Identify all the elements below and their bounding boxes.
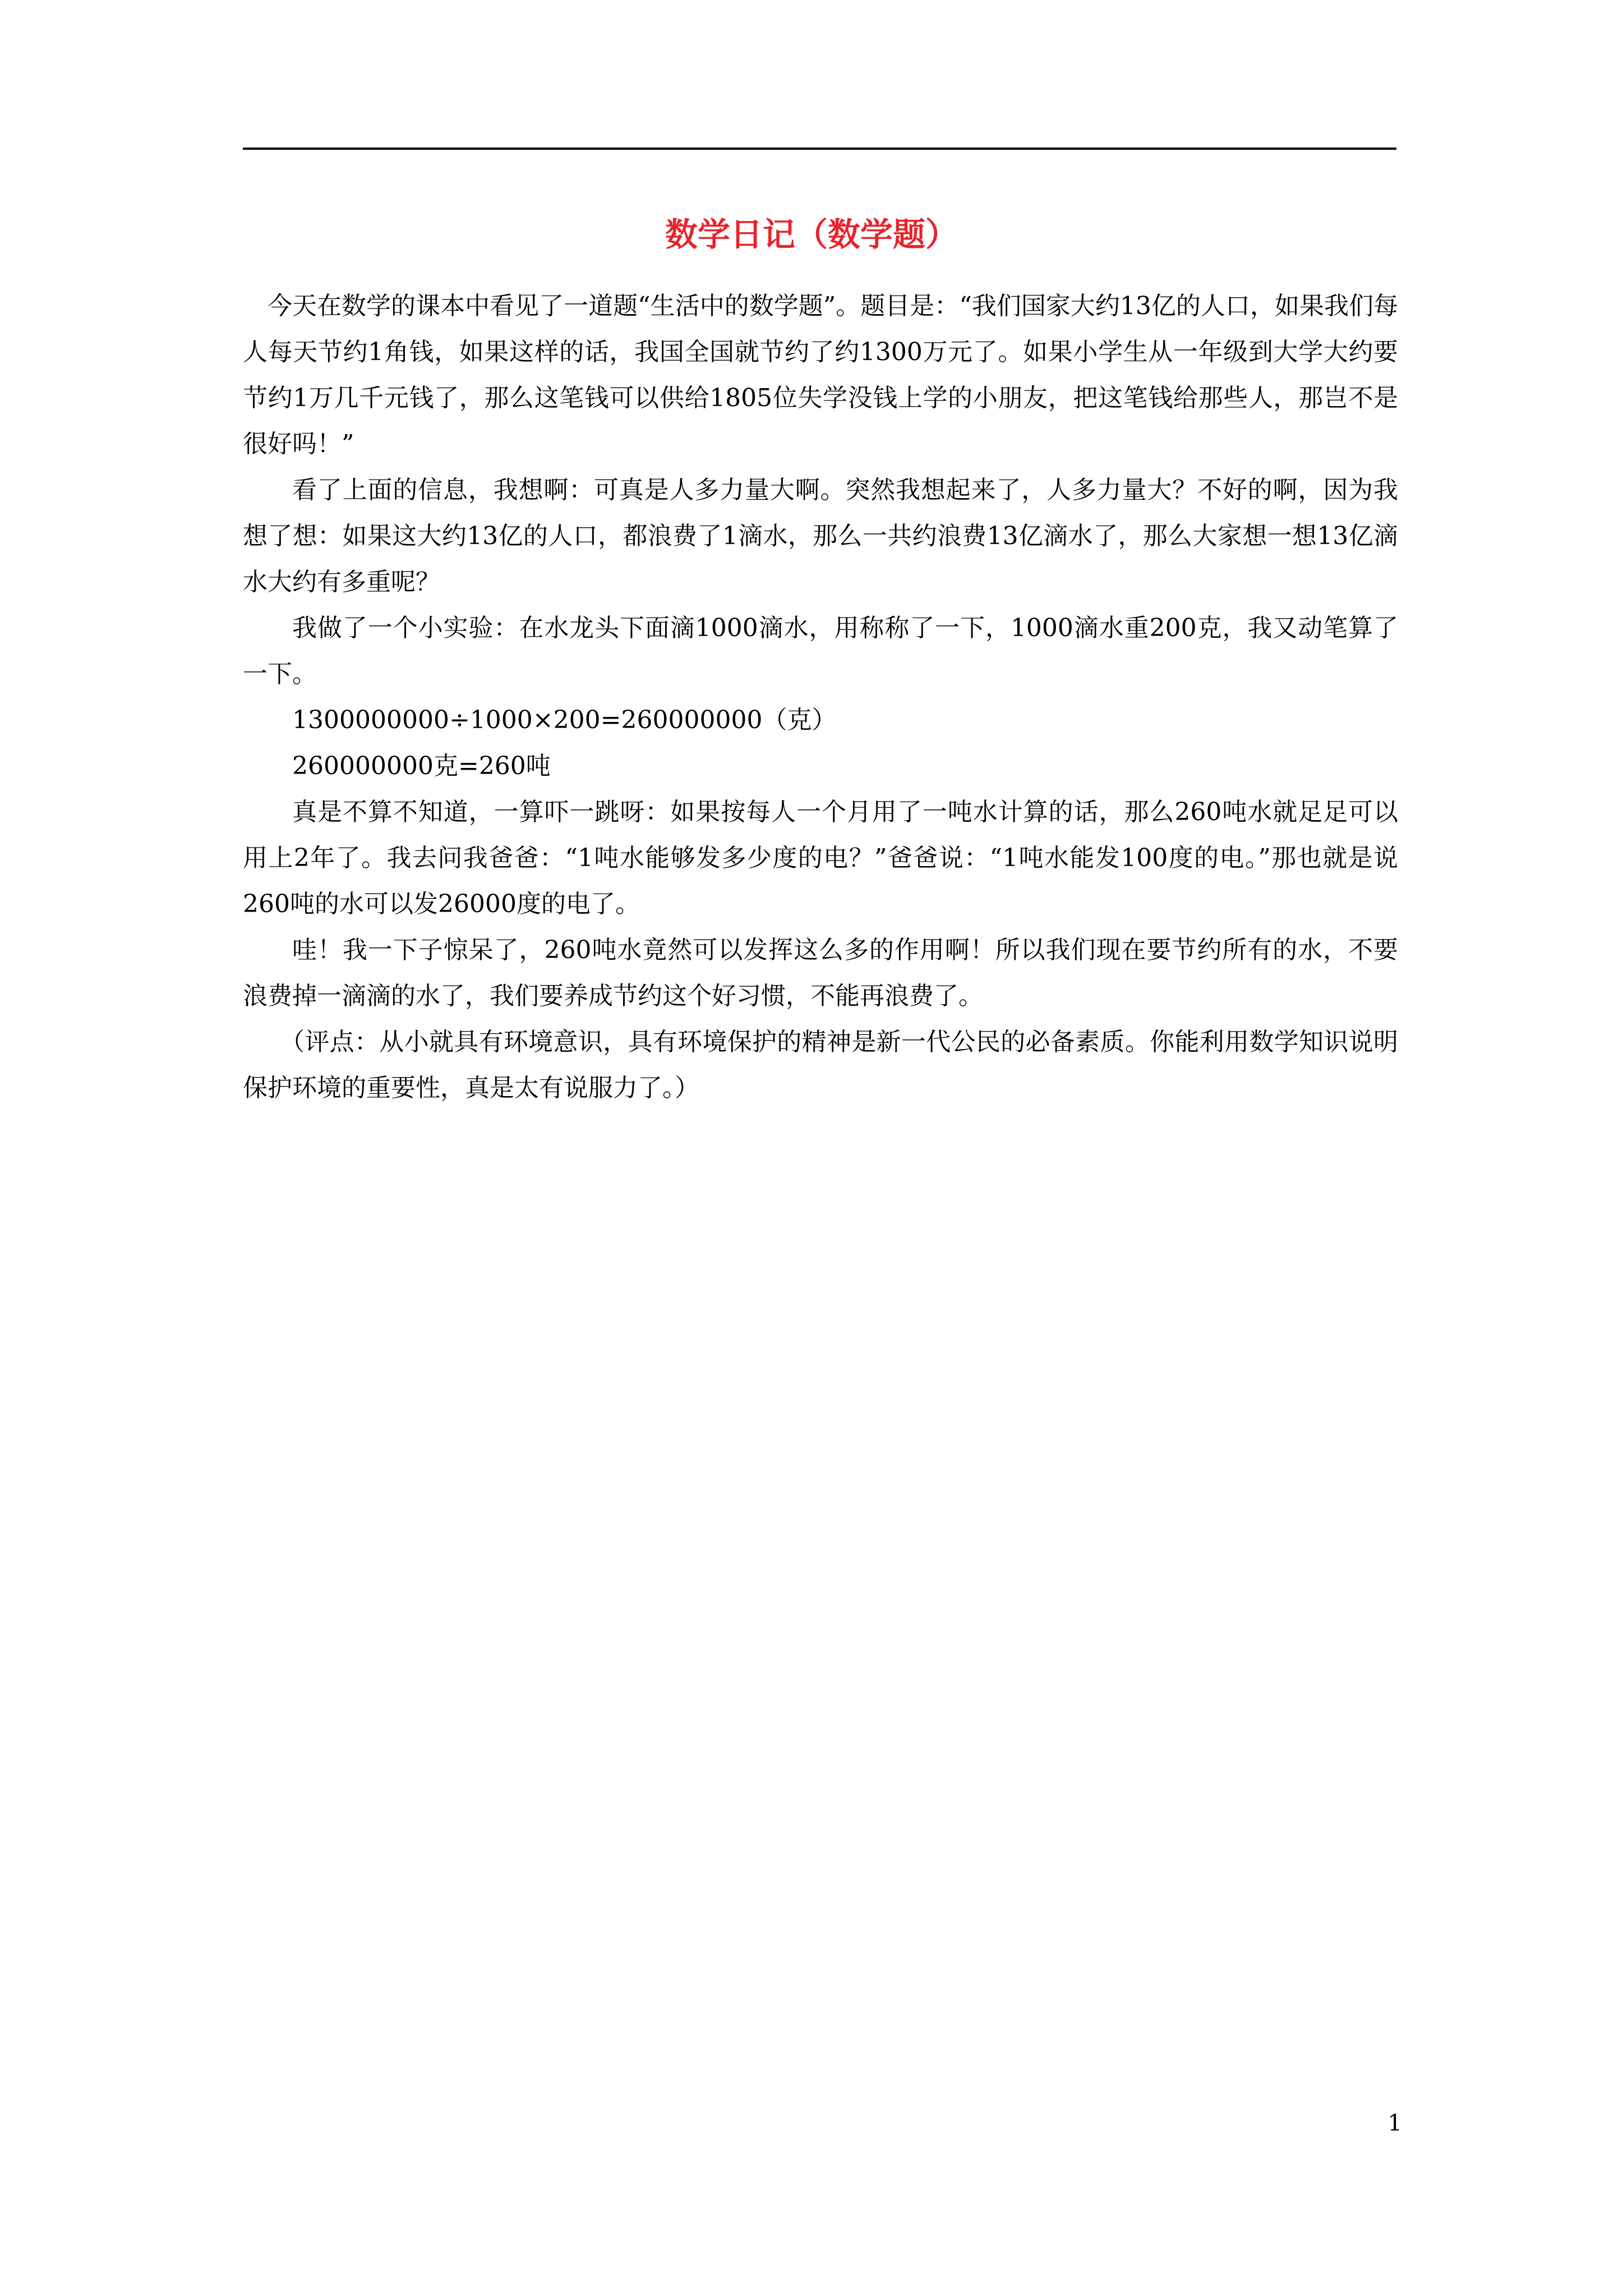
page-number: 1 (1387, 2110, 1402, 2136)
conversion-line: 260000000克=260吨 (292, 752, 551, 780)
paragraph-result: 真是不算不知道，一算吓一跳呀：如果按每人一个月用了一吨水计算的话，那么260吨水就足足可以用上2年了。我去问我爸爸：“1吨水能够发多少度的电？”爸爸说：“1吨水能发100度的电。”那也就是说260吨的水可以发26000度的电了。 (243, 798, 1398, 918)
paragraph-intro: 今天在数学的课本中看见了一道题“生活中的数学题”。题目是：“我们国家大约13亿的人口，如果我们每人每天节约1角钱，如果这样的话，我国全国就节约了约1300万元了。如果小学生从一年级到大学大约要节约1万几千元钱了，那么这笔钱可以供给1805位失学没钱上学的小朋友，把这笔钱给那些人，那岂不是很好吗！” (243, 292, 1398, 458)
header-rule (243, 148, 1396, 150)
paragraph-experiment: 我做了一个小实验：在水龙头下面滴1000滴水，用称称了一下，1000滴水重200克，我又动笔算了一下。 (243, 614, 1398, 688)
paragraph-conclusion: 哇！我一下子惊呆了，260吨水竟然可以发挥这么多的作用啊！所以我们现在要节约所有的水，不要浪费掉一滴滴的水了，我们要养成节约这个好习惯，不能再浪费了。 (243, 936, 1398, 1010)
document-body (243, 283, 1398, 1111)
paragraph-thought: 看了上面的信息，我想啊：可真是人多力量大啊。突然我想起来了，人多力量大？不好的啊，因为我想了想：如果这大约13亿的人口，都浪费了1滴水，那么一共约浪费13亿滴水了，那么大家想一想13亿滴水大约有多重呢？ (243, 476, 1398, 596)
calculation-line: 1300000000÷1000×200=260000000（克） (292, 706, 837, 734)
document-title: 数学日记（数学题） (665, 215, 958, 254)
paragraph-comment: （评点：从小就具有环境意识，具有环境保护的精神是新一代公民的必备素质。你能利用数学知识说明保护环境的重要性，真是太有说服力了。） (243, 1028, 1398, 1102)
